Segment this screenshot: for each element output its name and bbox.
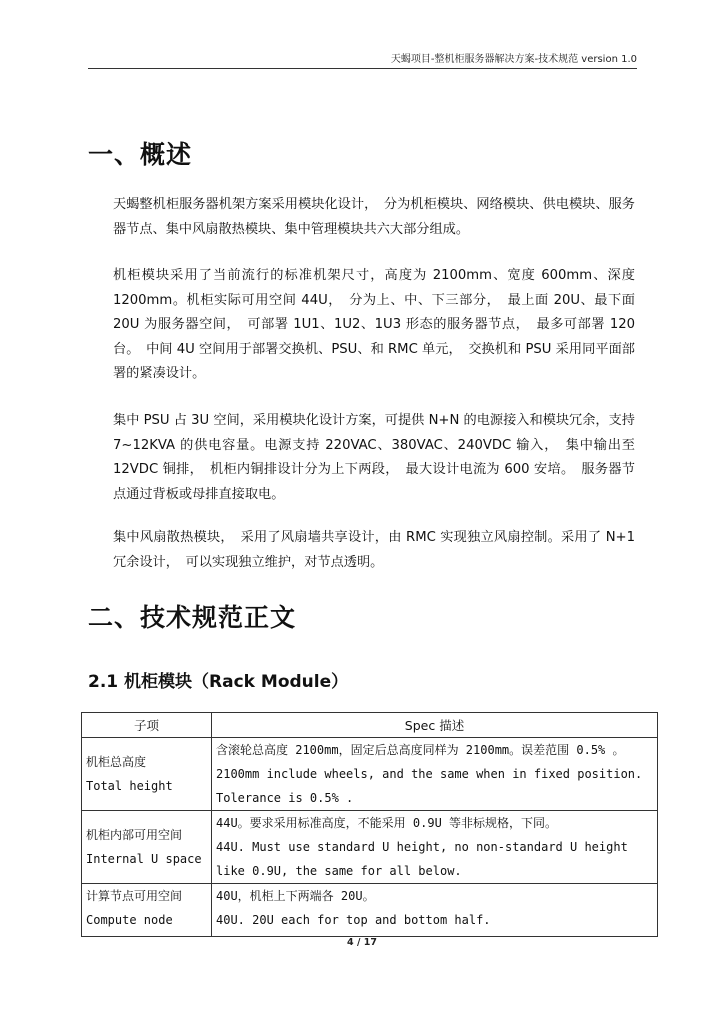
- row-desc-cell: [212, 884, 658, 937]
- row-label-en: Total height: [86, 779, 173, 793]
- row-desc-cell: [212, 738, 658, 811]
- row-desc-en: 2100mm include wheels, and the same when in fixed position. Tolerance is 0.5% .: [216, 767, 643, 805]
- page-number: 4 / 17: [347, 937, 377, 948]
- table-header-row: [82, 713, 658, 738]
- running-header: 天蝎项目-整机柜服务器解决方案-技术规范 version 1.0: [390, 54, 637, 65]
- subsection-heading-rack-module: 2.1 机柜模块（Rack Module）: [88, 672, 349, 692]
- row-desc-cell: [212, 811, 658, 884]
- row-label-cell: [82, 884, 212, 937]
- row-desc-cn: 含滚轮总高度 2100mm，固定后总高度同样为 2100mm。误差范围 0.5% 。: [216, 743, 625, 757]
- section-heading-spec: 二、技术规范正文: [88, 603, 297, 632]
- rack-spec-table: [81, 712, 658, 937]
- row-label-en: Compute node: [86, 913, 173, 927]
- column-header-item: 子项: [82, 713, 212, 738]
- row-desc-en: 40U. 20U each for top and bottom half.: [216, 913, 491, 927]
- overview-paragraph-1: 天蝎整机柜服务器机架方案采用模块化设计， 分为机柜模块、网络模块、供电模块、服务器节点、集中风扇散热模块、集中管理模块共六大部分组成。: [113, 197, 635, 237]
- row-desc-cn: 44U。要求采用标准高度，不能采用 0.9U 等非标规格，下同。: [216, 816, 558, 830]
- row-label-cell: [82, 738, 212, 811]
- row-label-en: Internal U space: [86, 852, 202, 866]
- table-row: [82, 884, 658, 937]
- table-row: [82, 811, 658, 884]
- row-label-cn: 机柜内部可用空间: [86, 828, 183, 842]
- section-heading-overview: 一、概述: [88, 140, 193, 169]
- table-row: [82, 738, 658, 811]
- row-desc-en: 44U. Must use standard U height, no non-standard U height like 0.9U, the same for all below.: [216, 840, 628, 878]
- row-desc-cn: 40U，机柜上下两端各 20U。: [216, 889, 375, 903]
- column-header-spec: Spec 描述: [212, 713, 658, 738]
- overview-paragraph-4: 集中风扇散热模块， 采用了风扇墙共享设计，由 RMC 实现独立风扇控制。采用了 N+1 冗余设计， 可以实现独立维护，对节点透明。: [113, 530, 635, 570]
- row-label-cn: 计算节点可用空间: [86, 889, 183, 903]
- row-label-cn: 机柜总高度: [86, 755, 147, 769]
- overview-paragraph-3: 集中 PSU 占 3U 空间，采用模块化设计方案，可提供 N+N 的电源接入和模块冗余，支持 7~12KVA 的供电容量。电源支持 220VAC、380VAC、240VDC 输入， 集中输出至 12VDC 铜排， 机柜内铜排设计分为上下两段， 最大设计电流为 600 安培。 服务器节点通过背板或母排直接取电。: [113, 413, 635, 502]
- header-divider: [88, 68, 637, 69]
- row-label-cell: [82, 811, 212, 884]
- overview-paragraph-2: 机柜模块采用了当前流行的标准机架尺寸，高度为 2100mm、宽度 600mm、深度 1200mm。机柜实际可用空间 44U， 分为上、中、下三部分， 最上面 20U、最下面 20U 为服务器空间， 可部署 1U1、1U2、1U3 形态的服务器节点， 最多可部署 120 台。 中间 4U 空间用于部署交换机、PSU、和 RMC 单元， 交换机和 PSU 采用同平面部署的紧凑设计。: [113, 268, 635, 381]
